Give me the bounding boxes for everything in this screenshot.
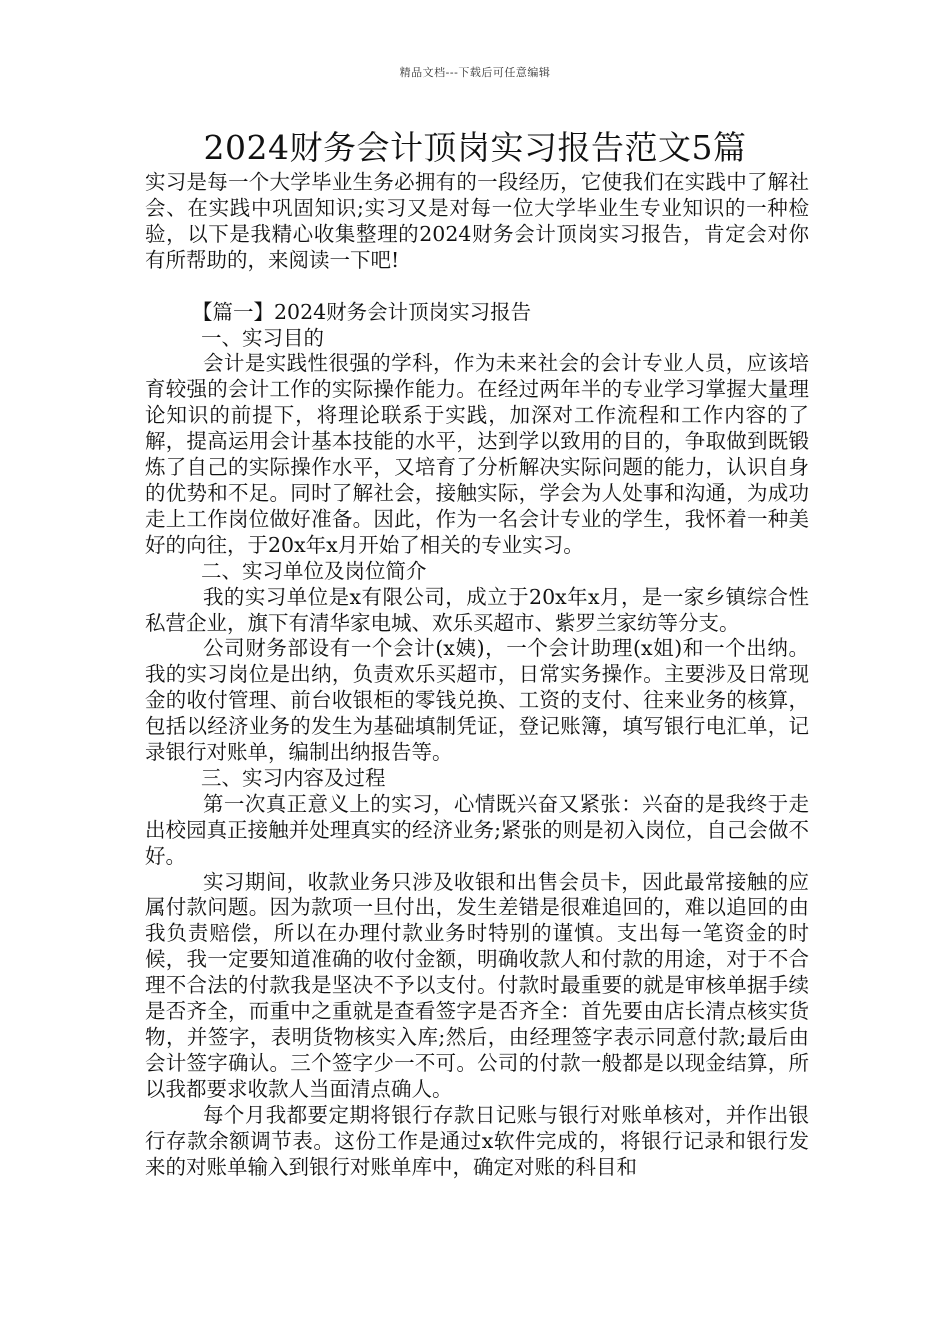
body-paragraph: 第一次真正意义上的实习，心情既兴奋又紧张：兴奋的是我终于走出校园真正接触并处理真实的经济业务;紧张的则是初入岗位，自己会做不好。 (145, 791, 809, 868)
section-heading-1: 一、实习目的 (201, 325, 324, 350)
body-paragraph: 每个月我都要定期将银行存款日记账与银行对账单核对，并作出银行存款余额调节表。这份工作是通过x软件完成的，将银行记录和银行发来的对账单输入到银行对账单库中，确定对账的科目和 (145, 1102, 809, 1179)
body-paragraph: 实习期间，收款业务只涉及收银和出售会员卡，因此最常接触的应属付款问题。因为款项一旦付出，发生差错是很难追回的，难以追回的由我负责赔偿，所以在办理付款业务时特别的谨慎。支出每一笔资金的时候，我一定要知道准确的收付金额，明确收款人和付款的用途，对于不合理不合法的付款我是坚决不予以支付。付款时最重要的就是审核单据手续是否齐全，而重中之重就是查看签字是否齐全：首先要由店长清点核实货物，并签字，表明货物核实入库;然后，由经理签字表示同意付款;最后由会计签字确认。三个签字少一不可。公司的付款一般都是以现金结算，所以我都要求收款人当面清点确人。 (145, 869, 809, 1101)
section-heading-2: 二、实习单位及岗位简介 (201, 558, 427, 583)
part-heading: 【篇一】2024财务会计顶岗实习报告 (192, 299, 532, 324)
header-note: 精品文档---下载后可任意编辑 (399, 66, 551, 79)
body-paragraph: 公司财务部设有一个会计(x姨)，一个会计助理(x姐)和一个出纳。我的实习岗位是出纳，负责欢乐买超市，日常实务操作。主要涉及日常现金的收付管理、前台收银柜的零钱兑换、工资的支付、往来业务的核算，包括以经济业务的发生为基础填制凭证，登记账簿，填写银行电汇单，记录银行对账单，编制出纳报告等。 (145, 636, 809, 765)
document-body (145, 170, 809, 1180)
body-paragraph: 我的实习单位是x有限公司，成立于20x年x月，是一家乡镇综合性私营企业，旗下有清华家电城、欢乐买超市、紫罗兰家纺等分支。 (145, 584, 809, 635)
section-heading-3: 三、实习内容及过程 (201, 765, 386, 790)
document-title: 2024财务会计顶岗实习报告范文5篇 (203, 128, 747, 167)
intro-paragraph: 实习是每一个大学毕业生务必拥有的一段经历，它使我们在实践中了解社会、在实践中巩固知识;实习又是对每一位大学毕业生专业知识的一种检验，以下是我精心收集整理的2024财务会计顶岗实习报告，肯定会对你有所帮助的，来阅读一下吧! (145, 170, 809, 272)
body-paragraph: 会计是实践性很强的学科，作为未来社会的会计专业人员，应该培育较强的会计工作的实际操作能力。在经过两年半的专业学习掌握大量理论知识的前提下，将理论联系于实践，加深对工作流程和工作内容的了解，提高运用会计基本技能的水平，达到学以致用的目的，争取做到既锻炼了自己的实际操作水平，又培育了分析解决实际问题的能力，认识自身的优势和不足。同时了解社会，接触实际，学会为人处事和沟通，为成功走上工作岗位做好准备。因此，作为一名会计专业的学生，我怀着一种美好的向往，于20x年x月开始了相关的专业实习。 (145, 351, 809, 557)
paragraph-gap (145, 274, 809, 300)
